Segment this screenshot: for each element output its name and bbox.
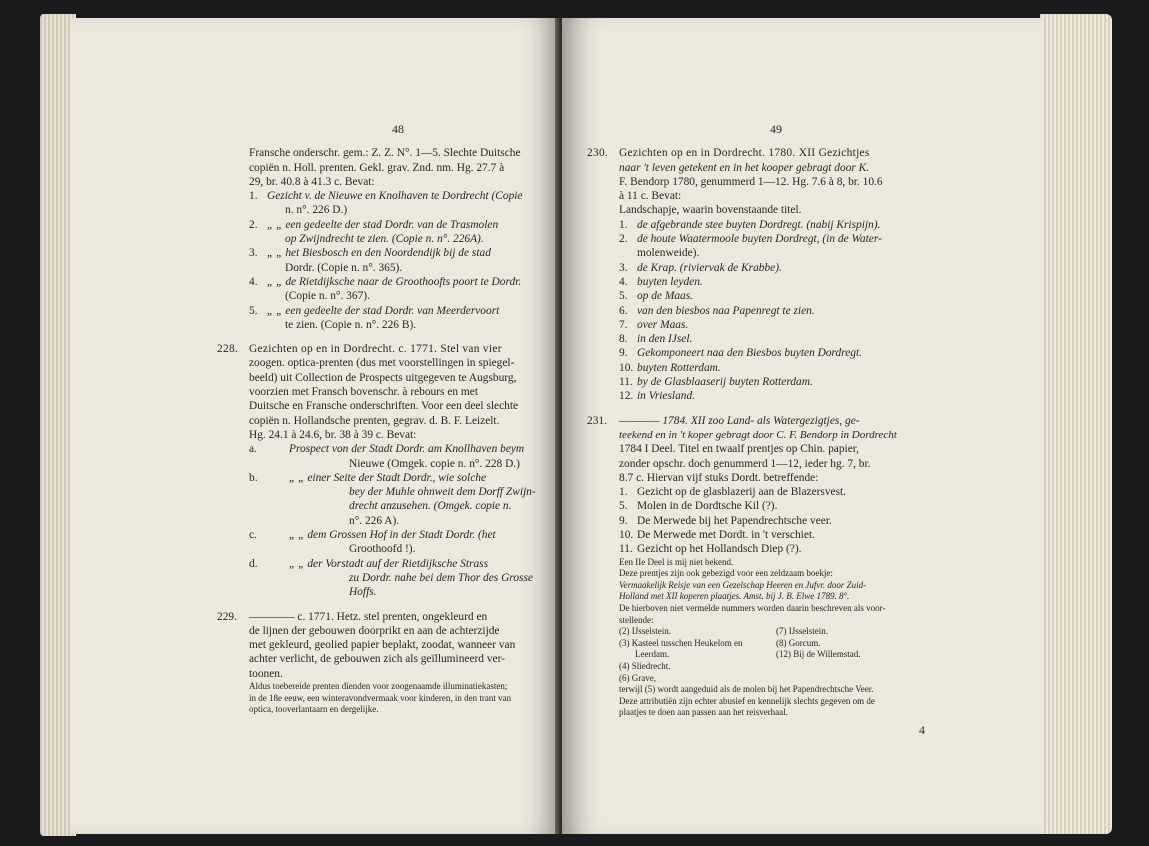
note-line: Deze attributiën zijn echter abusief en kennelijk slechts gegeven om de <box>619 695 875 706</box>
entry-number: 229. <box>217 610 237 623</box>
entry-number: 231. <box>587 414 607 427</box>
list-item <box>619 261 933 275</box>
entry-line: Landschapje, waarin bovenstaande titel. <box>619 204 802 217</box>
item-text: van den biesbos naa Papenregt te zien. <box>637 304 815 317</box>
note-line: stellende: <box>619 614 654 625</box>
item-cont: Hoffs. <box>349 586 377 599</box>
list-item <box>619 528 933 542</box>
item-text: in den IJsel. <box>637 333 693 346</box>
item-text: „ „ de Rietdijksche naar de Groothoofts poort te Dordr. <box>267 275 522 288</box>
page-number-49: 49 <box>770 122 782 136</box>
item-key: d. <box>249 557 258 570</box>
list-item <box>249 557 547 571</box>
note-line: Aldus toebereide prenten dienden voor zoogenaamde illuminatiekasten; <box>249 680 508 691</box>
intro-line: 29, br. 40.8 à 41.3 c. Bevat: <box>249 175 375 188</box>
item-text: buyten leyden. <box>637 275 703 288</box>
list-item-cont <box>249 232 547 246</box>
list-item <box>249 275 547 289</box>
note-line: Deze prentjes zijn ook gebezigd voor een zeldzaam boekje: <box>619 568 833 579</box>
list-item <box>619 514 933 528</box>
list-item <box>619 318 933 332</box>
item-text: de afgebrande stee buyten Dordregt. (nabij Krispijn). <box>637 218 881 231</box>
note-line: Vermaakelijk Reisje van een Gezelschap Heeren en Jufvr. door Zuid- <box>619 579 867 590</box>
entry-text: ———— c. 1771. Hetz. stel prenten, ongekleurd en <box>249 610 488 623</box>
entry-228 <box>217 342 547 599</box>
item-text: Molen in de Dordtsche Kil (?). <box>637 500 778 513</box>
note-line: Een IIe Deel is mij niet bekend. <box>619 556 734 567</box>
item-key: c. <box>249 529 257 542</box>
item-cont: bey der Muhle ohnweit dem Dorff Zwijn- <box>349 486 536 499</box>
item-text: Gezicht op de glasblazerij aan de Blazersvest. <box>637 486 847 499</box>
item-text: „ „ einer Seite der Stadt Dordr., wie solche <box>289 471 486 484</box>
list-item <box>619 375 933 389</box>
note-line: in de 18e eeuw, een winteravondvermaak voor kinderen, in den trant van <box>249 692 512 703</box>
left-page <box>70 18 560 834</box>
item-key: 3. <box>619 261 628 274</box>
list-item <box>249 442 547 456</box>
item-key: 5. <box>619 290 628 303</box>
note-line: plaatjes te doen aan passen aan het reisverhaal. <box>619 707 788 718</box>
entry-line: 1784 I Deel. Titel en twaalf prentjes op Chin. papier, <box>619 443 859 456</box>
item-text: „ „ het Biesbosch en den Noordendijk bij de stad <box>267 247 491 260</box>
list-item <box>619 275 933 289</box>
note-col-line: (4) Sliedrecht. <box>619 660 671 671</box>
left-page-content <box>217 122 547 716</box>
list-item <box>619 361 933 375</box>
item-key: 9. <box>619 347 628 360</box>
note-line: terwijl (5) wordt aangeduid als de molen bij het Papendrechtsche Veer. <box>619 684 874 695</box>
note-col-line: (3) Kasteel tusschen Heukelom en <box>619 637 743 648</box>
item-cont: (Copie n. n°. 367). <box>285 290 370 303</box>
entry-line: naar 't leven getekent en in het kooper gebragt door K. <box>619 161 870 174</box>
item-text: Gezicht op het Hollandsch Diep (?). <box>637 543 802 556</box>
list-item <box>619 389 933 403</box>
signature-mark: 4 <box>919 722 925 737</box>
item-key: b. <box>249 471 258 484</box>
item-key: a. <box>249 443 257 456</box>
note-line: Holland met XII koperen plaatjes. Amst. bij J. B. Elwe 1789. 8°. <box>619 591 850 602</box>
list-item-cont <box>249 571 547 585</box>
entry-line <box>587 414 933 428</box>
item-key: 5. <box>249 304 258 317</box>
note-col-line: (2) IJsselstein. <box>619 626 671 637</box>
item-key: 1. <box>619 218 628 231</box>
note-col-line: (12) Bij de Willemstad. <box>776 649 861 660</box>
entry-line: met gekleurd, geolied papier beplakt, zoodat, wanneer van <box>249 639 516 652</box>
note-column-right <box>776 626 933 684</box>
item-cont: Groothoofd !). <box>349 543 416 556</box>
item-text: over Maas. <box>637 318 689 331</box>
list-item-cont <box>249 261 547 275</box>
item-text: De Merwede met Dordt. in 't verschiet. <box>637 529 815 542</box>
item-key: 2. <box>619 233 628 246</box>
item-text: by de Glasblaaserij buyten Rotterdam. <box>637 376 813 389</box>
item-key: 10. <box>619 529 634 542</box>
entry-line: copiën n. Hollandsche prenten, gegrav. d. B. F. Leizelt. <box>249 414 500 427</box>
entry-line: à 11 c. Bevat: <box>619 190 682 203</box>
entry-230 <box>587 146 933 403</box>
list-item-cont <box>249 289 547 303</box>
item-cont: te zien. (Copie n. n°. 226 B). <box>285 318 417 331</box>
item-text: op de Maas. <box>637 290 693 303</box>
list-item <box>619 332 933 346</box>
note-col-line: (7) IJsselstein. <box>776 626 828 637</box>
entry-line: voorzien met Fransch bovenschr. à rebours en met <box>249 386 479 399</box>
entry-text: Gezichten op en in Dordrecht. 1780. XII Gezichtjes <box>619 147 870 160</box>
item-key: 10. <box>619 361 634 374</box>
list-item-cont <box>249 585 547 599</box>
entry-number: 230. <box>587 147 609 160</box>
list-item <box>619 485 933 499</box>
list-item <box>249 528 547 542</box>
list-item <box>249 471 547 485</box>
list-item <box>619 346 933 360</box>
item-text: in Vriesland. <box>637 390 696 403</box>
entry-text: Gezichten op en in Dordrecht. c. 1771. Stel van vier <box>249 343 502 356</box>
list-item-cont <box>249 542 547 556</box>
note-line: optica, tooverlantaarn en dergelijke. <box>249 704 379 715</box>
intro-line: copiën n. Holl. prenten. Gekl. grav. Znd. nm. Hg. 27.7 à <box>249 161 505 174</box>
list-item <box>619 289 933 303</box>
item-cont: Dordr. (Copie n. n°. 365). <box>285 261 403 274</box>
list-item-cont <box>249 318 547 332</box>
item-cont: Nieuwe (Omgek. copie n. n°. 228 D.) <box>349 457 520 470</box>
item-key: 6. <box>619 304 628 317</box>
item-key: 2. <box>249 218 258 231</box>
entry-number: 228. <box>217 343 239 356</box>
entry-line: Hg. 24.1 à 24.6, br. 38 à 39 c. Bevat: <box>249 428 417 441</box>
item-key: 9. <box>619 514 628 527</box>
intro-line: Fransche onderschr. gem.: Z. Z. N°. 1—5. Slechte Duitsche <box>249 147 521 160</box>
item-key: 11. <box>619 376 633 389</box>
entry-229 <box>217 610 547 716</box>
item-key: 3. <box>249 247 258 260</box>
note-col-line: (8) Gorcum. <box>776 637 821 648</box>
item-text: Gezicht v. de Nieuwe en Knolhaven te Dordrecht (Copie <box>267 190 523 203</box>
item-text: De Merwede bij het Papendrechtsche veer. <box>637 514 832 527</box>
item-cont: drecht anzusehen. (Omgek. copie n. <box>349 500 512 513</box>
item-text: de houte Waatermoole buyten Dordregt, (in de Water- <box>637 233 882 246</box>
item-key: 1. <box>249 190 258 203</box>
item-key: 7. <box>619 318 628 331</box>
list-item-cont <box>249 203 547 217</box>
list-item-cont <box>249 514 547 528</box>
item-text: Prospect von der Stadt Dordr. am Knollhaven beym <box>289 443 525 456</box>
right-page <box>562 18 1044 834</box>
page-number-48: 48 <box>392 122 404 136</box>
entry-line: de lijnen der gebouwen doorprikt en aan de achterzijde <box>249 624 500 637</box>
list-item <box>619 218 933 232</box>
list-item <box>249 218 547 232</box>
note-col-line: Leerdam. <box>635 649 670 660</box>
item-text: buyten Rotterdam. <box>637 361 721 374</box>
note-columns <box>619 626 933 684</box>
list-item-cont <box>249 485 547 499</box>
item-key: 4. <box>619 275 628 288</box>
list-item <box>249 246 547 260</box>
entry-231 <box>587 414 933 738</box>
list-item <box>619 542 933 556</box>
entry-line <box>217 610 547 624</box>
item-key: 8. <box>619 333 628 346</box>
entry-line <box>217 342 547 356</box>
list-item <box>619 499 933 513</box>
entry-text: ———— 1784. XII zoo Land- als Watergezigtjes, ge- <box>619 414 860 427</box>
item-key: 4. <box>249 275 258 288</box>
note-line: De hierboven niet vermelde nummers worden daarin beschreven als voor- <box>619 602 886 613</box>
list-item-cont <box>619 246 933 260</box>
entry-line: zoogen. optica-prenten (dus met voorstellingen in spiegel- <box>249 357 515 370</box>
right-page-content <box>587 122 933 737</box>
list-item <box>249 304 547 318</box>
list-item-cont <box>249 499 547 513</box>
item-key: 1. <box>619 486 628 499</box>
item-text: „ „ dem Grossen Hof in der Stadt Dordr. (het <box>289 529 496 542</box>
entry-line: zonder opschr. doch genummerd 1—12, ieder hg. 7, br. <box>619 457 871 470</box>
entry-line: achter verlicht, de gebouwen zich als geïllumineerd ver- <box>249 653 505 666</box>
entry-line: beeld) uit Collection de Prospects uitgegeven te Augsburg, <box>249 371 517 384</box>
item-cont: n°. 226 A). <box>349 514 400 527</box>
item-text: „ „ der Vorstadt auf der Rietdijksche Strass <box>289 557 489 570</box>
item-text: de Krap. (riviervak de Krabbe). <box>637 261 782 274</box>
note-column-left <box>619 626 776 684</box>
item-cont: n. n°. 226 D.) <box>285 204 348 217</box>
list-227 <box>249 189 547 332</box>
list-item <box>619 304 933 318</box>
item-cont: op Zwijndrecht te zien. (Copie n. n°. 226A). <box>285 233 484 246</box>
page-edges-right <box>1040 14 1112 834</box>
item-key: 5. <box>619 500 628 513</box>
entry-line: teekend en in 't koper gebragt door C. F. Bendorp in Dordrecht <box>619 428 897 441</box>
item-cont: molenweide). <box>637 247 700 260</box>
list-item <box>619 232 933 246</box>
item-key: 12. <box>619 390 634 403</box>
item-key: 11. <box>619 543 633 556</box>
item-cont: zu Dordr. nahe bei dem Thor des Grosse <box>349 571 533 584</box>
item-text: „ „ een gedeelte der stad Dordr. van de Trasmolen <box>267 218 499 231</box>
item-text: „ „ een gedeelte der stad Dordr. van Meerdervoort <box>267 304 500 317</box>
entry-line: F. Bendorp 1780, genummerd 1—12. Hg. 7.6 à 8, br. 10.6 <box>619 175 883 188</box>
list-item-cont <box>249 457 547 471</box>
entry-line: 8.7 c. Hiervan vijf stuks Dordt. betreffende: <box>619 471 819 484</box>
entry-line <box>587 146 933 160</box>
note-col-line: (6) Grave, <box>619 672 656 683</box>
entry-line: toonen. <box>249 667 283 680</box>
list-item <box>249 189 547 203</box>
item-text: Gekomponeert naa den Biesbos buyten Dordregt. <box>637 347 863 360</box>
entry-line: Duitsche en Fransche onderschriften. Voor een deel slechte <box>249 400 519 413</box>
